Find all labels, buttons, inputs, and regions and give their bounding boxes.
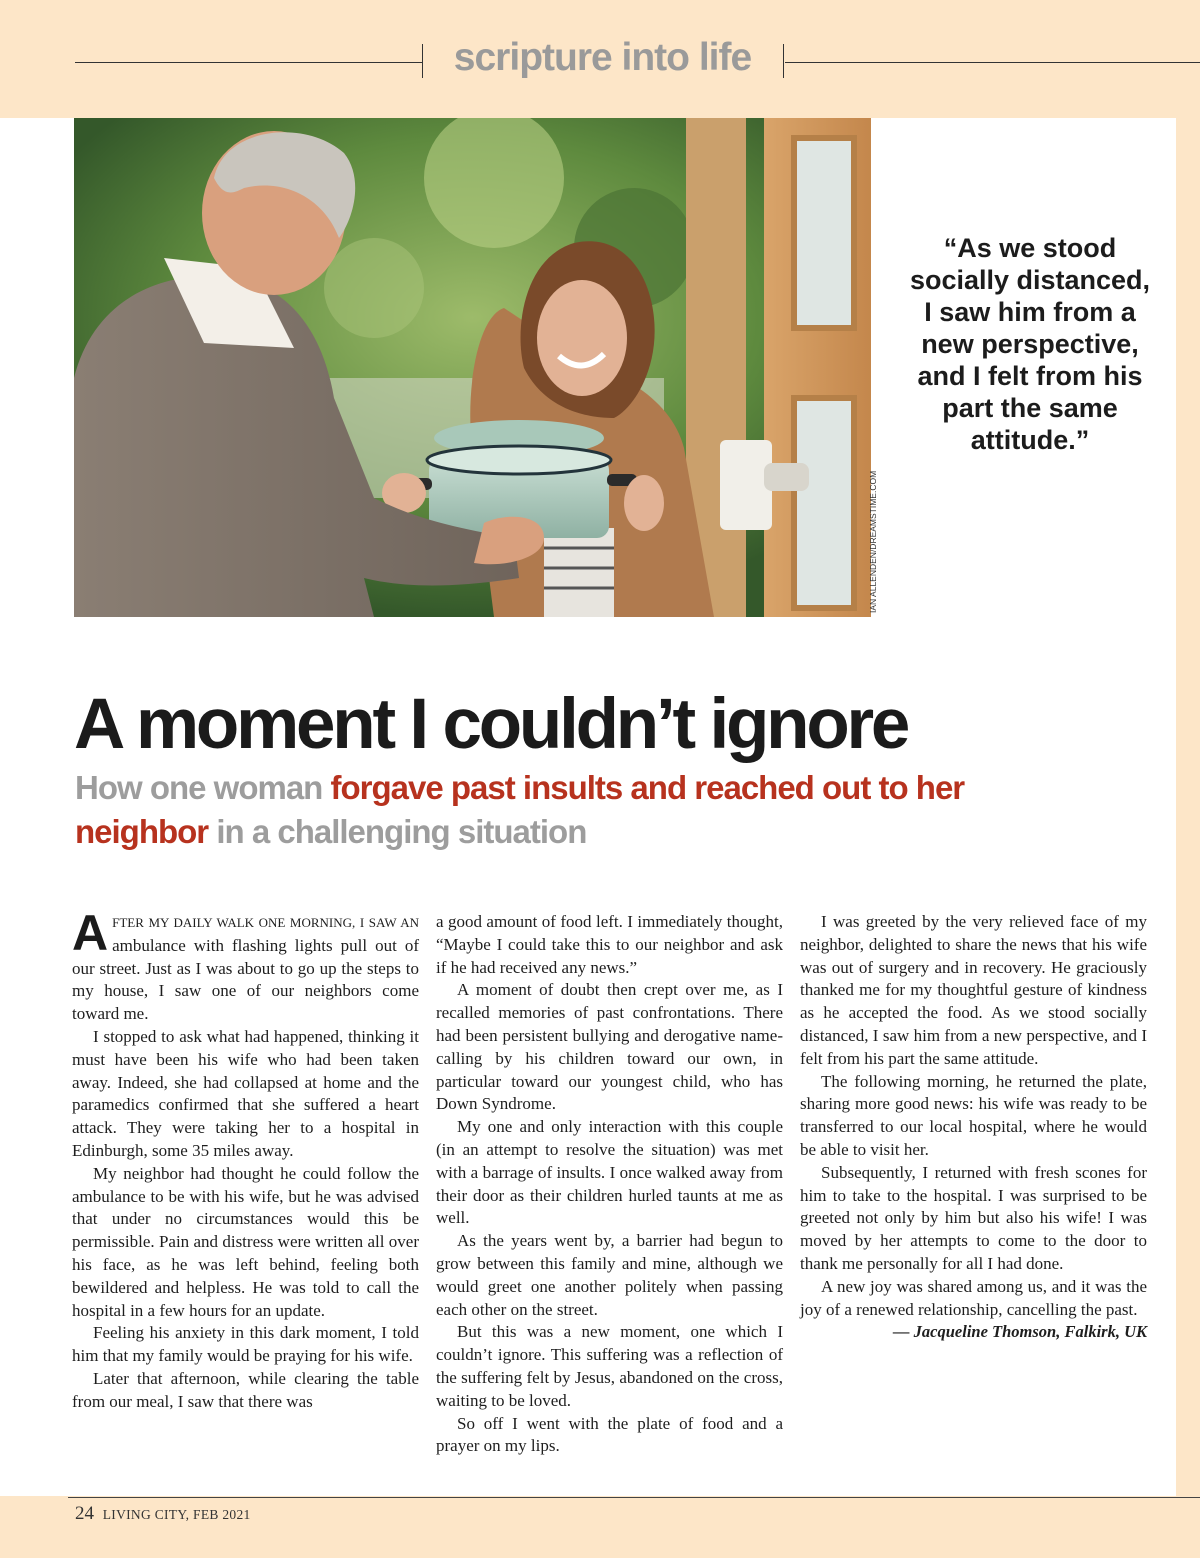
page-number: 24 xyxy=(75,1503,94,1524)
paragraph-1-text: ambulance with flashing lights pull out of our street. Just as I was about to go up the steps to my house, I saw one of our neighbors come toward me. xyxy=(72,935,419,1024)
headline: A moment I couldn’t ignore xyxy=(74,685,908,764)
paragraph-5-continued: a good amount of food left. I immediately thought, “Maybe I could take this to our neighbor and ask if he had received any news.” xyxy=(436,912,783,977)
header-bar-left xyxy=(422,44,423,78)
deck-accent: forgave past insults and reached out to her neighbor xyxy=(75,769,965,850)
header-rule-left xyxy=(75,62,422,63)
article-column-3 xyxy=(800,911,1147,1344)
paragraph-13: Subsequently, I returned with fresh scones for him to take to the hospital. I was surprised to be greeted not only by him but also his wife! I was moved by her attempts to come to the door to thank me personally for all I had done. xyxy=(800,1162,1147,1273)
magazine-issue: LIVING CITY, FEB 2021 xyxy=(102,1507,251,1522)
paragraph-4: Feeling his anxiety in this dark moment, I told him that my family would be praying for his wife. xyxy=(72,1323,419,1366)
paragraph-10: So off I went with the plate of food and a prayer on my lips. xyxy=(436,1413,783,1456)
paragraph-6: A moment of doubt then crept over me, as I recalled memories of past confrontations. There had been persistent bullying and derogative name-calling by his children toward our own, in particular toward our youngest child, who has Down Syndrome. xyxy=(436,980,783,1114)
paragraph-5: Later that afternoon, while clearing the table from our meal, I saw that there was xyxy=(72,1368,419,1411)
footer-rule xyxy=(68,1497,1200,1498)
page-footer xyxy=(75,1503,251,1525)
article-column-2 xyxy=(436,911,783,1458)
header-rule-right xyxy=(785,62,1200,63)
lead-in-caps: FTER MY DAILY WALK ONE MORNING, I SAW AN xyxy=(112,915,419,930)
deck xyxy=(75,766,975,854)
paragraph-7: My one and only interaction with this couple (in an attempt to resolve the situation) was met with a barrage of insults. I once walked away from their door as their children hurled taunts at me as well. xyxy=(436,1117,783,1228)
deck-part-3: in a challenging situation xyxy=(208,813,587,850)
photo-credit: IAN ALLENDEN/DREAMSTIME.COM xyxy=(868,470,878,613)
article-column-1 xyxy=(72,905,419,1414)
paragraph-8: As the years went by, a barrier had begun to grow between this family and mine, although we would greet one another politely when passing each other on the street. xyxy=(436,1231,783,1319)
paragraph-12: The following morning, he returned the plate, sharing more good news: his wife was ready to be transferred to our local hospital, where he would be able to visit her. xyxy=(800,1071,1147,1159)
section-title: scripture into life xyxy=(453,36,752,79)
article-photo xyxy=(74,118,871,617)
deck-part-1: How one woman xyxy=(75,769,331,806)
drop-cap: A xyxy=(72,905,109,961)
paragraph-1 xyxy=(72,905,419,1026)
paragraph-11: I was greeted by the very relieved face of my neighbor, delighted to share the news that his wife was out of surgery and in recovery. He graciously thanked me for my thoughtful gesture of kindness as he accepted the food. As we stood socially distanced, I saw him from a new perspective, and I felt from his part the same attitude. xyxy=(800,912,1147,1068)
photo-illustration xyxy=(74,118,871,617)
paragraph-14: A new joy was shared among us, and it was the joy of a renewed relationship, cancelling the past. xyxy=(800,1276,1147,1319)
paragraph-2: I stopped to ask what had happened, thinking it must have been his wife who had been taken away. Indeed, she had collapsed at home and the paramedics confirmed that she suffered a heart attack. They were taking her to a hospital in Edinburgh, some 35 miles away. xyxy=(72,1026,419,1160)
paragraph-9: But this was a new moment, one which I couldn’t ignore. This suffering was a reflection of the suffering felt by Jesus, abandoned on the cross, waiting to be loved. xyxy=(436,1322,783,1410)
pull-quote: “As we stood socially distanced, I saw him from a new perspective, and I felt from his part the same attitude.” xyxy=(909,233,1151,455)
header-bar-right xyxy=(783,44,784,78)
paragraph-3: My neighbor had thought he could follow the ambulance to be with his wife, but he was advised that under no circumstances would this be permissible. Pain and distress were written all over his face, as he was left behind, feeling both bewildered and helpless. He was told to call the hospital in a few hours for an update. xyxy=(72,1163,419,1320)
author-signoff: — Jacqueline Thomson, Falkirk, UK xyxy=(893,1322,1147,1342)
